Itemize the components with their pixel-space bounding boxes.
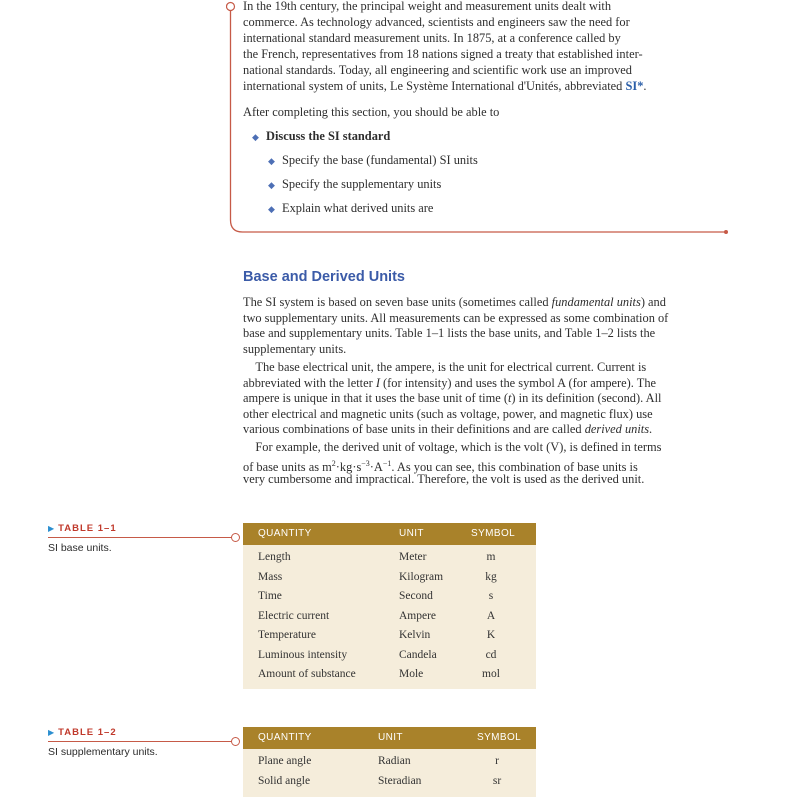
- triangle-right-icon: ▶: [48, 524, 55, 533]
- cell-symbol: s: [488, 590, 494, 602]
- cell-symbol: sr: [492, 774, 502, 787]
- caption-rule-end: [231, 737, 240, 746]
- column-header-unit: UNIT: [399, 528, 424, 539]
- table-row: [243, 569, 536, 589]
- intro-line-2: commerce. As technology advanced, scientists and engineers saw the need for: [243, 15, 630, 29]
- table-si-supplementary-units: [243, 727, 536, 797]
- caption-rule: [48, 537, 233, 538]
- cell-quantity: Electric current: [258, 609, 330, 622]
- text-run: ·kg·s: [335, 460, 362, 475]
- table-row: [243, 753, 536, 773]
- body-line: [243, 295, 666, 311]
- text-run: ) in its definition (second). All: [511, 391, 662, 405]
- cell-unit: Meter: [399, 551, 427, 563]
- table-header: [243, 523, 536, 545]
- cell-symbol: cd: [485, 648, 497, 661]
- text-run: (for intensity) and uses the symbol A (for ampere). The: [379, 375, 657, 390]
- body-line: very cumbersome and impractical. Therefore, the volt is used as the derived unit.: [243, 472, 645, 486]
- column-header-quantity: QUANTITY: [258, 528, 312, 539]
- body-line: [243, 391, 661, 407]
- cell-symbol: kg: [485, 570, 497, 583]
- table-1-description: SI base units.: [48, 542, 112, 554]
- column-header-quantity: QUANTITY: [258, 732, 312, 743]
- cell-unit: Radian: [378, 755, 411, 767]
- body-line: [243, 376, 656, 392]
- body-line: [243, 422, 652, 438]
- table-1-caption: [48, 523, 117, 534]
- body-line: The base electrical unit, the ampere, is the unit for electrical current. Current is: [243, 360, 647, 374]
- text-run: .: [649, 422, 653, 436]
- text-run: abbreviated with the letter: [243, 375, 376, 390]
- intro-last-line: international system of units, Le Système International d'Unités, abbreviated: [243, 79, 623, 93]
- text-run: ·A: [369, 460, 383, 475]
- table-row: [243, 647, 536, 667]
- intro-line-4: the French, representatives from 18 nations signed a treaty that established inter-: [243, 47, 643, 61]
- table-2-caption-text: TABLE 1–2: [58, 727, 117, 738]
- cell-unit: Ampere: [399, 609, 437, 622]
- italic-term: t: [507, 391, 512, 405]
- table-2-description: SI supplementary units.: [48, 746, 158, 758]
- cell-quantity: Plane angle: [258, 755, 312, 767]
- cell-symbol: A: [486, 609, 496, 622]
- section-heading: Base and Derived Units: [243, 269, 405, 285]
- bullet-icon: ◆: [252, 132, 259, 142]
- body-line: other electrical and magnetic units (such as voltage, power, and magnetic flux) use: [243, 406, 653, 421]
- body-line: two supplementary units. All measurements can be expressed as some combination of: [243, 310, 669, 325]
- cell-unit: Kelvin: [399, 629, 431, 641]
- intro-line-6: [243, 78, 647, 94]
- body-line: supplementary units.: [243, 341, 347, 356]
- objective-sub-3: [268, 200, 433, 217]
- body-line: For example, the derived unit of voltage, which is the volt (V), is defined in terms: [243, 440, 662, 454]
- body-line: base and supplementary units. Table 1–1 lists the base units, and Table 1–2 lists the: [243, 326, 656, 340]
- cell-unit: Kilogram: [399, 570, 444, 583]
- text-run: The SI system is based on seven base units (sometimes called: [243, 295, 552, 309]
- table-row: [243, 666, 536, 686]
- triangle-right-icon: ▶: [48, 728, 55, 737]
- objective-sub-2: [268, 176, 441, 193]
- cell-quantity: Luminous intensity: [258, 648, 348, 661]
- text-run: of base units as m: [243, 460, 332, 475]
- cell-quantity: Time: [258, 590, 282, 602]
- intro-line-3: international standard measurement units. In 1875, at a conference called by: [243, 31, 621, 45]
- table-row: [243, 773, 536, 793]
- text-run: various combinations of base units in their definitions and are called: [243, 422, 585, 436]
- table-row: [243, 608, 536, 628]
- cell-quantity: Amount of substance: [258, 668, 356, 680]
- table-row: [243, 549, 536, 569]
- superscript: −1: [382, 459, 392, 468]
- superscript: 2: [331, 459, 336, 468]
- column-header-symbol: SYMBOL: [477, 732, 522, 743]
- cell-unit: Second: [399, 590, 433, 602]
- cell-quantity: Length: [258, 551, 291, 563]
- table-row: [243, 627, 536, 647]
- table-1-caption-text: TABLE 1–1: [58, 523, 117, 534]
- objective-main-text: Discuss the SI standard: [266, 129, 391, 143]
- cell-unit: Candela: [399, 648, 437, 661]
- objectives-lead: After completing this section, you should be able to: [243, 105, 500, 119]
- objective-main: [252, 128, 390, 145]
- objective-sub-3-text: Explain what derived units are: [282, 201, 434, 215]
- cell-quantity: Mass: [258, 570, 283, 583]
- italic-term: fundamental units: [551, 295, 641, 309]
- objective-sub-1: [268, 152, 478, 169]
- column-header-unit: UNIT: [378, 732, 403, 743]
- bullet-icon: ◆: [268, 204, 275, 214]
- cell-unit: Mole: [399, 668, 424, 680]
- objective-sub-2-text: Specify the supplementary units: [282, 177, 442, 191]
- intro-period: .: [643, 79, 647, 93]
- cell-quantity: Temperature: [258, 629, 316, 641]
- text-run: ampere is unique in that it uses the base unit of time (: [243, 391, 508, 405]
- text-run: . As you can see, this combination of base units is: [391, 460, 638, 475]
- cell-unit: Steradian: [378, 774, 422, 787]
- italic-term: derived units: [584, 422, 650, 436]
- table-2-caption: [48, 727, 117, 738]
- table-si-base-units: [243, 523, 536, 689]
- table-header: [243, 727, 536, 749]
- cell-symbol: K: [486, 629, 496, 641]
- cell-symbol: r: [495, 755, 499, 767]
- bullet-icon: ◆: [268, 156, 275, 166]
- caption-rule-end: [231, 533, 240, 542]
- caption-rule: [48, 741, 233, 742]
- si-footnote-link[interactable]: SI*: [625, 79, 644, 93]
- bullet-icon: ◆: [268, 180, 275, 190]
- intro-line-1: In the 19th century, the principal weight and measurement units dealt with: [243, 0, 612, 13]
- cell-symbol: m: [486, 551, 496, 563]
- text-run: ) and: [640, 295, 666, 309]
- italic-term: I: [375, 375, 380, 390]
- cell-quantity: Solid angle: [258, 774, 311, 787]
- objective-sub-1-text: Specify the base (fundamental) SI units: [282, 153, 478, 167]
- table-row: [243, 588, 536, 608]
- intro-line-5: national standards. Today, all engineering and scientific work use an improved: [243, 63, 632, 77]
- column-header-symbol: SYMBOL: [471, 528, 516, 539]
- superscript: −3: [361, 459, 370, 468]
- cell-symbol: mol: [482, 668, 500, 680]
